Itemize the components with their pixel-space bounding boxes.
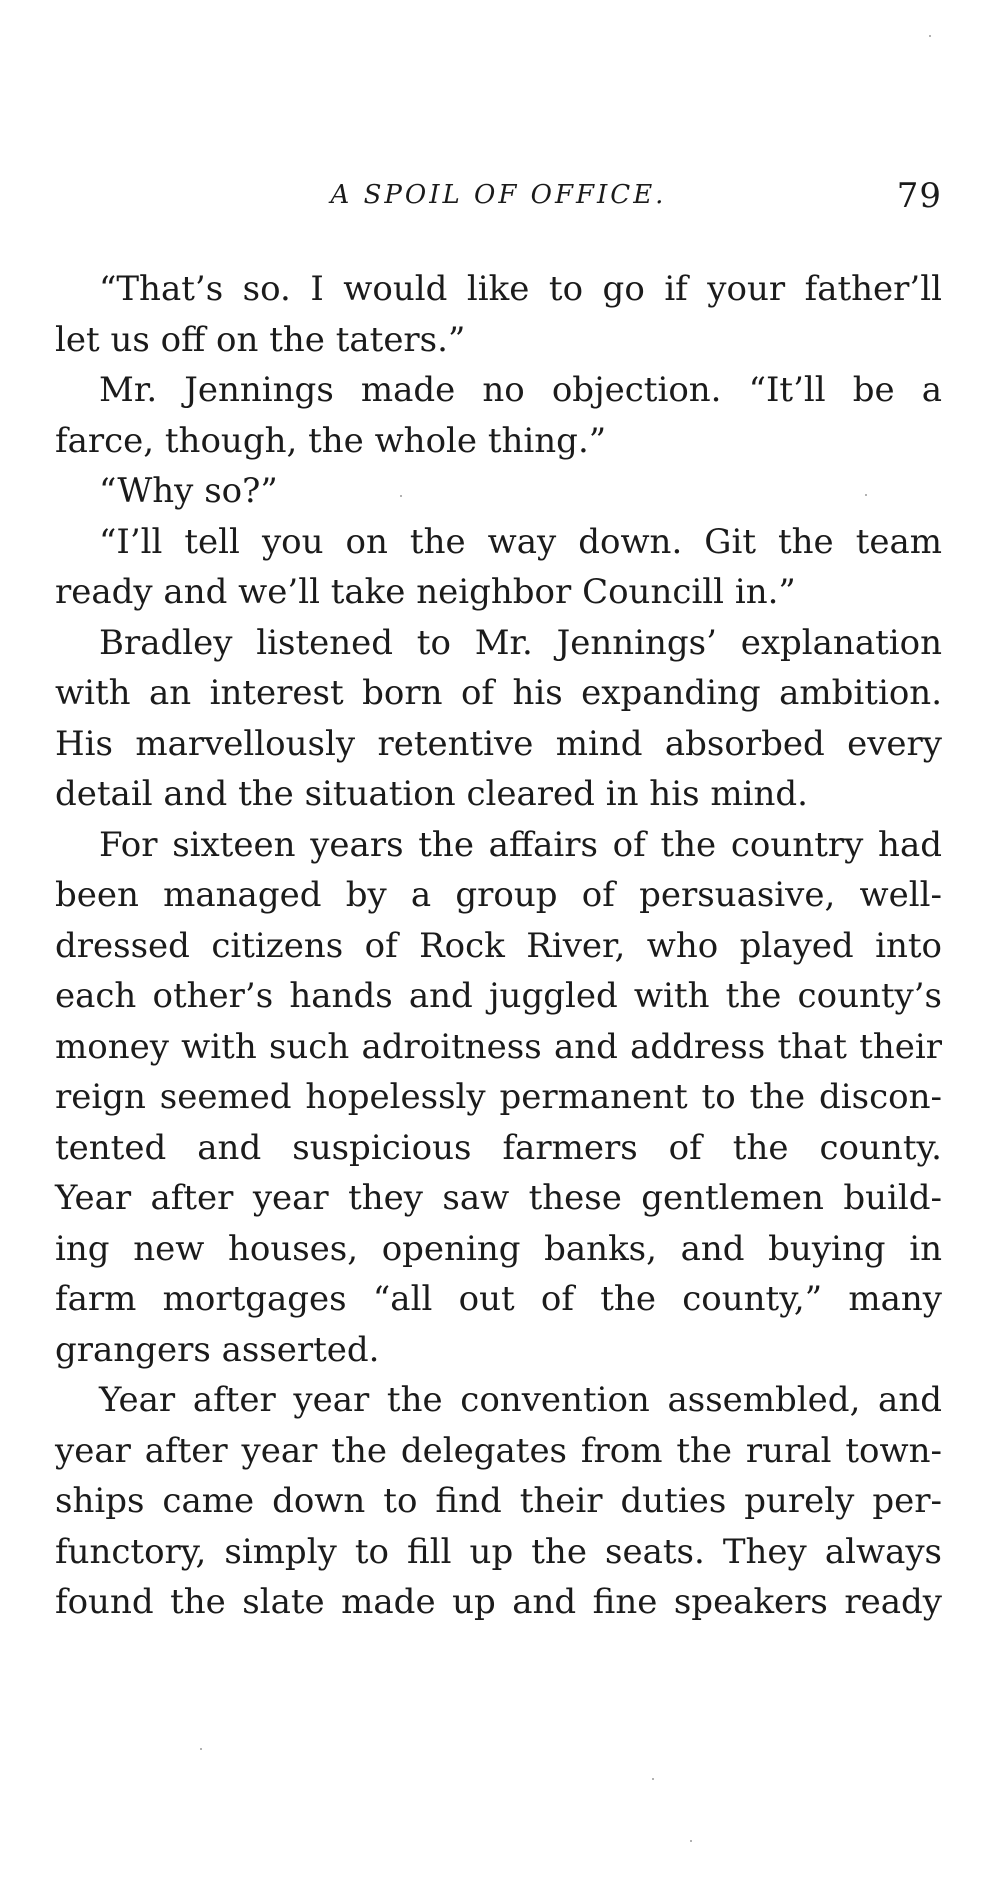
text-line: Mr. Jennings made no objection. “It’ll be a <box>99 370 942 410</box>
text-line: found the slate made up and fine speakers ready <box>55 1582 942 1622</box>
text-line: ships came down to find their duties purely per- <box>55 1481 942 1521</box>
text-line: His marvellously retentive mind absorbed every <box>55 723 942 764</box>
body-text <box>55 264 942 1628</box>
text-line: farce, though, the whole thing.” <box>55 420 607 461</box>
text-line: each other’s hands and juggled with the county’s <box>55 976 942 1016</box>
text-line: Year after year the convention assembled, and <box>99 1380 942 1420</box>
text-line: tented and suspicious farmers of the county. <box>55 1127 942 1168</box>
text-line: “Why so?” <box>99 471 278 511</box>
scan-speck <box>929 35 931 37</box>
running-title: A SPOIL OF OFFICE. <box>330 180 667 210</box>
text-line: Year after year they saw these gentlemen build- <box>55 1178 942 1218</box>
text-line: been managed by a group of persuasive, well- <box>55 875 942 915</box>
scan-speck <box>652 1778 654 1780</box>
paragraph <box>55 264 942 365</box>
text-line: functory, simply to fill up the seats. They always <box>55 1531 942 1572</box>
text-line: with an interest born of his expanding ambition. <box>55 673 942 713</box>
scan-speck <box>865 494 867 496</box>
text-line: dressed citizens of Rock River, who played into <box>55 925 942 966</box>
paragraph <box>55 466 942 517</box>
running-head <box>55 176 942 222</box>
text-line: “That’s so. I would like to go if your father’ll <box>99 269 942 309</box>
page-number: 79 <box>896 176 942 216</box>
scan-speck <box>200 1748 202 1750</box>
text-line: farm mortgages “all out of the county,” many <box>55 1279 942 1319</box>
text-line: year after year the delegates from the rural town- <box>55 1430 942 1471</box>
text-line: ready and we’ll take neighbor Councill in.” <box>55 572 796 612</box>
text-line: “I’ll tell you on the way down. Git the team <box>99 521 942 562</box>
scan-speck <box>400 495 402 497</box>
text-line: For sixteen years the affairs of the country had <box>99 824 942 865</box>
text-line: ing new houses, opening banks, and buying in <box>55 1228 942 1269</box>
text-line: detail and the situation cleared in his mind. <box>55 774 808 814</box>
text-line: Bradley listened to Mr. Jennings’ explanation <box>99 622 942 663</box>
text-line: let us off on the taters.” <box>55 319 466 360</box>
text-line: money with such adroitness and address that their <box>55 1026 942 1067</box>
text-line: reign seemed hopelessly permanent to the discon- <box>55 1077 942 1117</box>
paragraph <box>55 618 942 820</box>
paragraph <box>55 365 942 466</box>
text-line: grangers asserted. <box>55 1329 380 1370</box>
paragraph <box>55 1375 942 1628</box>
paragraph <box>55 517 942 618</box>
scan-speck <box>690 1840 692 1842</box>
paragraph <box>55 820 942 1376</box>
